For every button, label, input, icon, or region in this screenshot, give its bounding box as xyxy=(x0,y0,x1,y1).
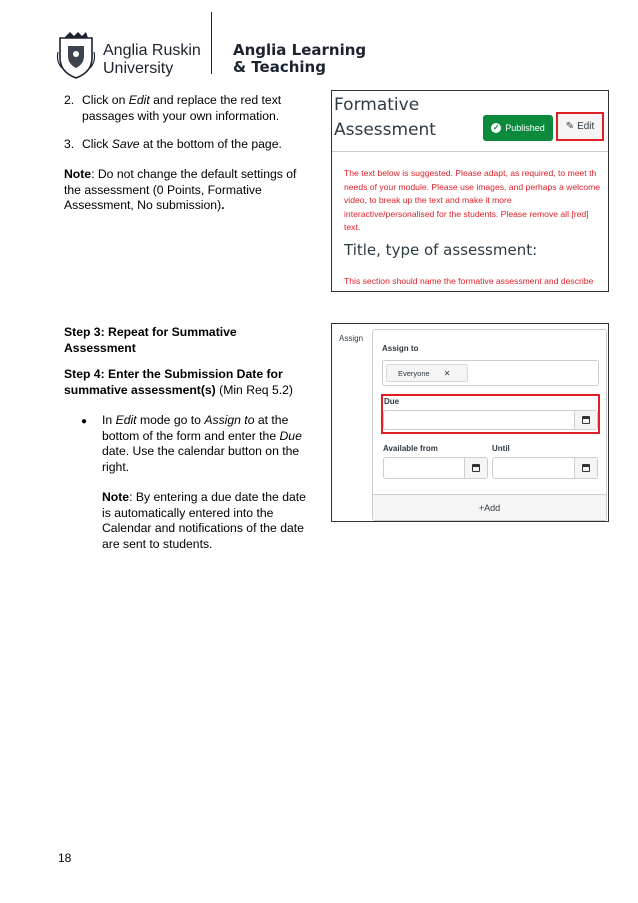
bullet-line4: right. xyxy=(102,459,130,474)
available-from-label: Available from xyxy=(383,444,438,453)
step2-number: 2. xyxy=(64,93,75,107)
assign-label: Assign xyxy=(339,334,364,343)
bullet-icon: ● xyxy=(81,416,88,427)
alt-line2: & Teaching xyxy=(233,58,326,76)
due-label: Due xyxy=(384,397,400,406)
note-top-line2: the assessment (0 Points, Formative xyxy=(64,182,262,197)
bullet-edit-emphasis: Edit xyxy=(115,413,137,427)
bullet-assign-emphasis: Assign to xyxy=(204,413,255,427)
bullet-text-mid2: at the xyxy=(254,413,289,427)
step4-bullet xyxy=(102,413,324,552)
note-top-label: Note xyxy=(64,167,92,181)
step2-edit-emphasis: Edit xyxy=(128,93,150,107)
step3-text-post: at the bottom of the page. xyxy=(139,137,282,151)
step3-text-pre: Click xyxy=(82,137,112,151)
note-top-line1: : Do not change the default settings of xyxy=(91,167,297,181)
note-bottom-line2: is automatically entered into the xyxy=(102,505,274,520)
step2-line2: passages with your own information. xyxy=(82,108,280,123)
university-name-line2: University xyxy=(103,60,174,77)
everyone-token xyxy=(386,364,468,382)
page-number: 18 xyxy=(58,851,72,865)
red-line: text. xyxy=(344,222,361,232)
bullet-text-pre: In xyxy=(102,413,116,427)
note-bottom-line3: Calendar and notifications of the date xyxy=(102,521,304,535)
note-top-period: . xyxy=(221,198,225,212)
red-line-bottom: This section should name the formative assessment and describe xyxy=(344,276,594,286)
bullet-due-emphasis: Due xyxy=(279,428,302,443)
bullet-line2-pre: bottom of the form and enter the xyxy=(102,428,280,443)
calendar-icon xyxy=(472,464,480,472)
note-top-line3: Assessment, No submission) xyxy=(64,198,222,212)
due-calendar-button[interactable] xyxy=(574,411,597,429)
until-calendar-button[interactable] xyxy=(574,458,597,478)
edit-label: Edit xyxy=(577,121,595,132)
note-bottom-label: Note xyxy=(102,490,130,504)
section-heading: Title, type of assessment: xyxy=(344,241,538,259)
alt-logo-text xyxy=(233,42,366,76)
step2-text-post: and replace the red text xyxy=(149,93,282,107)
note-bottom-line4: are sent to students. xyxy=(102,536,213,551)
due-date-input[interactable] xyxy=(383,410,598,430)
assessment-title-line1: Formative xyxy=(334,95,420,115)
published-button[interactable] xyxy=(483,115,553,141)
header-divider xyxy=(211,12,212,74)
placeholder-red-text xyxy=(344,167,609,235)
note-bottom-line1: : By entering a due date the date xyxy=(129,490,306,504)
until-input[interactable] xyxy=(492,457,598,479)
university-name-line1: Anglia Ruskin xyxy=(103,42,201,59)
check-icon: ✓ xyxy=(492,123,500,132)
bullet-line3: date. Use the calendar button on the xyxy=(102,444,300,458)
calendar-icon xyxy=(582,464,590,472)
step4-heading xyxy=(64,367,324,398)
red-line: The text below is suggested. Please adapt, as required, to meet th xyxy=(344,168,597,178)
step4-line1: Step 4: Enter the Submission Date for xyxy=(64,367,283,381)
assign-to-input[interactable] xyxy=(382,360,599,386)
token-label: Everyone xyxy=(398,368,430,378)
available-from-input[interactable] xyxy=(383,457,488,479)
title-divider xyxy=(332,151,608,152)
step3-save-emphasis: Save xyxy=(111,137,140,151)
university-crest-logo xyxy=(56,32,96,80)
available-from-calendar-button[interactable] xyxy=(464,458,487,478)
step2-item xyxy=(64,93,324,124)
published-label: Published xyxy=(505,123,545,133)
step3-number: 3. xyxy=(64,137,75,151)
step4-line2-bold: summative assessment(s) xyxy=(64,382,216,397)
assign-panel xyxy=(372,329,607,521)
pencil-icon: ✎ xyxy=(565,121,575,132)
assessment-title xyxy=(334,93,436,143)
step2-text-pre: Click on xyxy=(82,93,129,107)
step3-heading xyxy=(64,325,324,356)
assessment-title-line2: Assessment xyxy=(334,120,436,140)
formative-assessment-screenshot xyxy=(331,90,609,292)
red-line: interactive/personalised for the students. Please remove all [red] xyxy=(344,208,589,219)
step4-line2-rest: (Min Req 5.2) xyxy=(215,382,293,397)
bullet-text-mid1: mode go to xyxy=(136,413,205,427)
calendar-icon xyxy=(582,416,590,424)
add-label: +Add xyxy=(478,502,501,513)
step3-heading-line2: Assessment xyxy=(64,340,136,355)
remove-token-icon[interactable]: ✕ xyxy=(443,368,451,378)
assign-to-label: Assign to xyxy=(382,344,419,353)
edit-button[interactable] xyxy=(556,112,604,141)
until-label: Until xyxy=(492,444,510,453)
red-line: needs of your module. Please use images, and perhaps a welcome xyxy=(344,181,601,192)
assign-to-screenshot xyxy=(331,323,609,522)
red-line: video, to break up the text and make it more xyxy=(344,195,512,205)
step3-item xyxy=(64,137,324,153)
add-button[interactable] xyxy=(373,494,606,520)
alt-line1: Anglia Learning xyxy=(233,41,367,59)
note-top xyxy=(64,167,324,214)
university-name xyxy=(103,42,201,78)
step3-heading-line1: Step 3: Repeat for Summative xyxy=(64,325,237,339)
